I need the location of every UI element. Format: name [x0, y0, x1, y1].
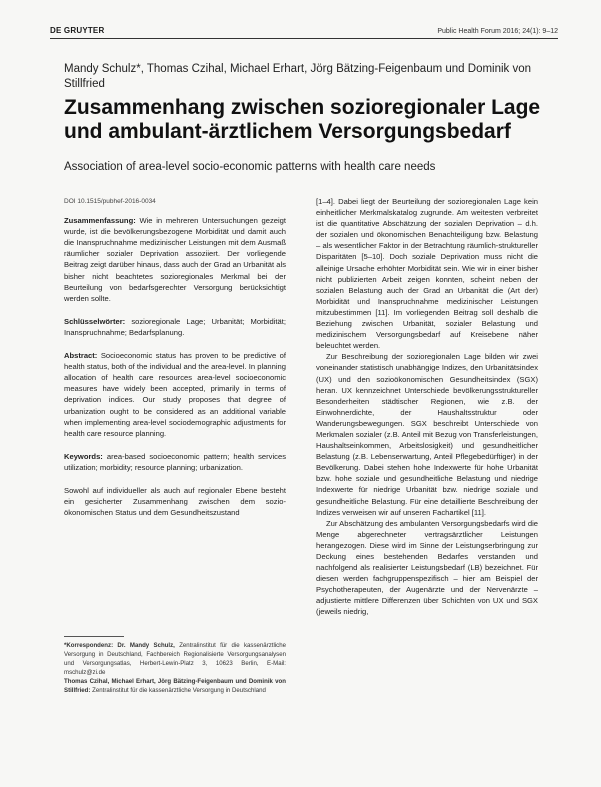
- keywords-en-paragraph: [64, 451, 286, 473]
- author-list: Mandy Schulz*, Thomas Czihal, Michael Erhart, Jörg Bätzing-Feigenbaum und Dominik von Stillfried: [64, 63, 532, 90]
- body-paragraph-1: [1–4]. Dabei liegt der Beurteilung der sozioregionalen Lage kein einheitlicher Merkmalskatalog zugrunde. Am weitesten verbreitet ist die quantitative Abschätzung der sozialen Deprivation – d.h. der sozialen und ökonomischen Benachteiligung bzw. Belastung – als wesentlicher Faktor in der Betrachtung räumlich-struktureller Disparitäten [5–10]. Doch soziale Deprivation muss nicht die alleinige Ursache erhöhter Morbidität sein. Wie wir in einer bisher nicht publizierten Arbeit zeigen konnten, scheint neben der sozialen Belastung auch der Grad an Urbanität die (Art der) Morbidität und Inanspruchnahme medizinischer Leistungen mitzubestimmen [11]. Im vorliegenden Beitrag soll deshalb die Beziehung zwischen Urbanität, sozialer Belastung und medizinischem Versorgungsbedarf auf Kreisebene näher beleuchtet werden.: [316, 197, 538, 351]
- journal-citation: Public Health Forum 2016; 24(1): 9–12: [437, 28, 558, 35]
- body-paragraph: Sowohl auf individueller als auch auf regionaler Ebene besteht ein gesicherter Zusammenhang zwischen dem sozio-ökonomischen Status und dem Gesundheitszustand: [64, 485, 286, 518]
- keywords-de-paragraph: [64, 316, 286, 338]
- coauthors-label: Thomas Czihal, Michael Erhart, Jörg Bätzing-Feigenbaum und Dominik von Stillfried:: [64, 677, 286, 694]
- abstract-text: Socioeconomic status has proven to be predictive of health status, both of the individual and the area-level. In planning allocation of health care resources area-level socioeconomic measures have widely been accepted, primarily in terms of deprivation indices. Our study proposes that degree of urbanization ought to be considered as an additional variable when implementing area-level sociodemographic adjustments for health care resource planning.: [64, 351, 286, 438]
- article-title: Zusammenhang zwischen sozioregionaler Lage und ambulant-ärztlichem Versorgungsbedarf: [64, 96, 541, 143]
- footnote-rule: [64, 636, 124, 637]
- abstract-paragraph: [64, 350, 286, 439]
- running-header: [50, 26, 558, 39]
- summary-paragraph: [64, 215, 286, 304]
- body-paragraph-3: Zur Abschätzung des ambulanten Versorgungsbedarfs wird die Menge abgerechneter vertragsärztlicher Leistungen herangezogen. Diese wird im Sinne der Leistungserbringung zur Deckung eines bestehenden Bedarfes verstanden und nachfolgend als realisierter Leistungsbedarf (LB) bezeichnet. Für diesen werden fachgruppenspezifisch – hier am Beispiel der Psychotherapeuten, der Augenärzte und der Nervenärzte – adjustierte mittlere Differenzen über Schichten von UX und SGX (jeweils niedrig,: [316, 518, 538, 617]
- keywords-en-text: area-based socioeconomic pattern; health services utilization; morbidity; resource planning; urbanization.: [64, 451, 286, 472]
- article-subtitle: Association of area-level socio-economic patterns with health care needs: [64, 161, 436, 173]
- publisher-name: DE GRUYTER: [50, 26, 105, 35]
- correspondence-text: Zentralinstitut für die kassenärztliche Versorgung in Deutschland, Fachbereich Regionalisierte Versorgungsanalysen und Versorgungsatlas, Herbert-Lewin-Platz 3, 10623 Berlin, E-Mail: mschulz@zi.de: [64, 642, 286, 676]
- keywords-de-label: Schlüsselwörter:: [64, 316, 126, 326]
- summary-label: Zusammenfassung:: [64, 216, 136, 226]
- doi-line: DOI 10.1515/pubhef-2016-0034: [64, 198, 156, 205]
- correspondence-label: *Korrespondenz: Dr. Mandy Schulz,: [64, 642, 175, 649]
- summary-text: Wie in mehreren Untersuchungen gezeigt wurde, ist die bevölkerungsbezogene Morbidität und damit auch die Inanspruchnahme medizinischer Leistungen mit dem Ausmaß räumlicher sozialer Deprivation assoziiert. Der vorliegende Beitrag zeigt darüber hinaus, dass auch der Grad an Urbanität als bisher nicht beachtetes sozioregionales Merkmal bei der Beurteilung von bedarfsgerechter Versorgung berücksichtigt werden sollte.: [64, 216, 286, 303]
- body-paragraph-2: Zur Beschreibung der sozioregionalen Lage bilden wir zwei voneinander statistisch unabhängige Indizes, den Urbanitätsindex (UX) und den sozioökonomischen Gesundheitsindex (SGX) heran. UX kennzeichnet Unterschiede bevölkerungsstruktureller Besonderheiten städtischer Regionen, wie z.B. der Einwohnerdichte, der Haushaltsstruktur oder Wanderungsbewegungen. SGX beschreibt Unterschiede von Merkmalen sozialer (z.B. Anteil mit Bezug von Transferleistungen, Haushaltseinkommen, Arbeitslosigkeit) und gesundheitlicher Belastung (z.B. Lebenserwartung, Anteil Pflegebedürftiger) in der Bevölkerung. Dabei stehen hohe Indexwerte für hohe Urbanität bzw. hohe soziale und gesundheitliche Belastung und niedrige Indexwerte für niedrige Urbanität bzw. niedrige soziale und gesundheitliche Belastung. Für eine detaillierte Beschreibung der Indizes verweisen wir auf unseren Fachartikel [11].: [316, 352, 538, 517]
- right-column: [316, 196, 538, 618]
- correspondence-footnote: [64, 642, 286, 695]
- abstract-label: Abstract:: [64, 351, 98, 361]
- left-column: [64, 196, 286, 518]
- coauthors-affiliation: Zentralinstitut für die kassenärztliche Versorgung in Deutschland: [92, 686, 266, 694]
- keywords-en-label: Keywords:: [64, 451, 103, 461]
- keywords-de-text: sozioregionale Lage; Urbanität; Morbidität; Inanspruchnahme; Bedarfsplanung.: [64, 316, 286, 337]
